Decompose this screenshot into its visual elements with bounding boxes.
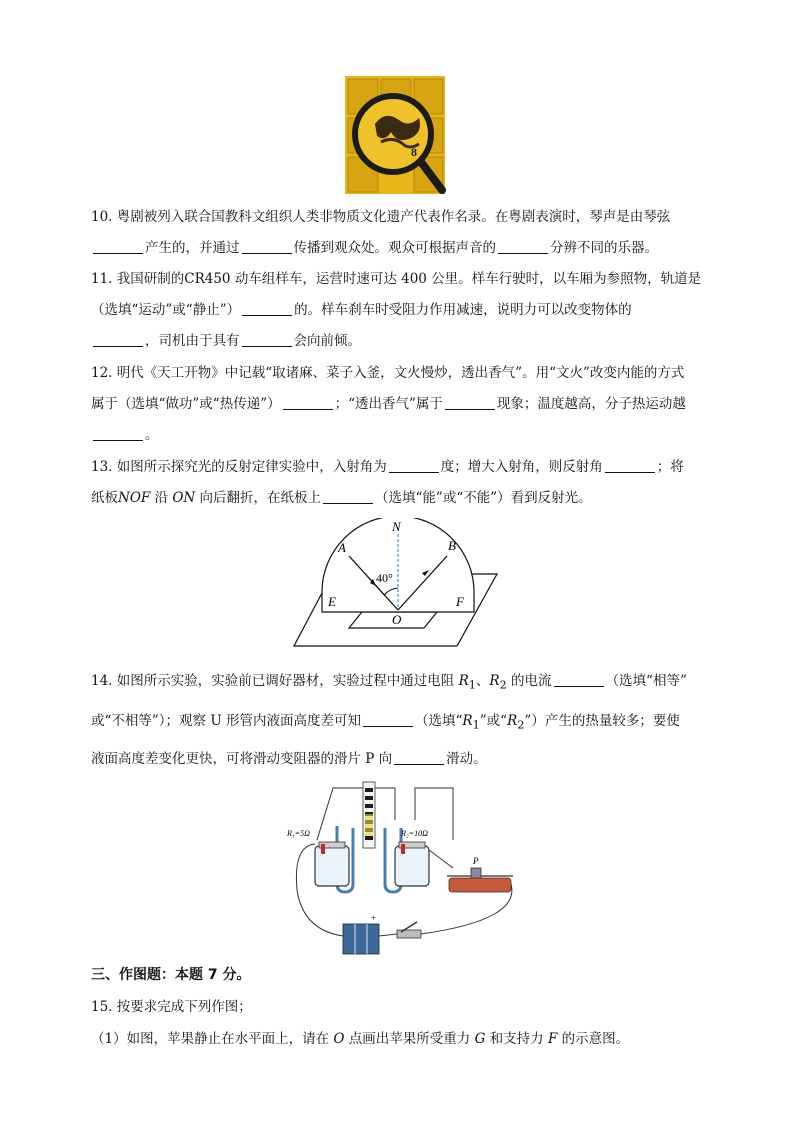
answer-blank[interactable] xyxy=(498,241,548,254)
label-b: B xyxy=(448,538,456,553)
q15-line-1: 15. 按要求完成下列作图； xyxy=(91,999,252,1015)
answer-blank[interactable] xyxy=(242,303,292,316)
answer-blank[interactable] xyxy=(283,397,333,410)
q13-line-2: 纸板NOF 沿 ON 向后翻折，在纸板上 （选填“能”或“不能”）看到反射光。 xyxy=(91,490,592,506)
answer-blank[interactable] xyxy=(389,460,439,473)
joule-heating-circuit-figure xyxy=(285,780,525,958)
answer-blank[interactable] xyxy=(93,428,143,441)
q14-line-2: 或“不相等”）；观察 U 形管内液面高度差可知 （选填“$R_1$”或“$R_2$”）产生的热量较多；要使 xyxy=(91,713,680,732)
label-r1: R₁=5Ω xyxy=(287,829,310,838)
q14-line-3: 液面高度差变化更快，可将滑动变阻器的滑片 P 向 滑动。 xyxy=(91,751,487,767)
light-reflection-figure xyxy=(292,518,502,650)
answer-blank[interactable] xyxy=(394,752,444,765)
label-angle: 40° xyxy=(376,571,393,585)
answer-blank[interactable] xyxy=(323,491,373,504)
label-n: N xyxy=(392,519,401,534)
q12-line-2: 属于（选填“做功”或“热传递”） ；“透出香气”属于 现象；温度越高，分子热运动越 xyxy=(91,396,686,412)
q14-line-1: 14. 如图所示实验，实验前已调好器材，实验过程中通过电阻 $R_1$、$R_2$ 的电流 （选填“相等” xyxy=(91,673,687,692)
stamp-magnifier-figure xyxy=(345,76,447,196)
stamp-value: 8 xyxy=(411,145,417,159)
q10-line-2: 产生的，并通过 传播到观众处。观众可根据声音的 分辨不同的乐器。 xyxy=(91,239,658,257)
label-e: E xyxy=(328,594,336,609)
section-heading: 三、作图题：本题 7 分。 xyxy=(91,967,251,983)
label-plus: + xyxy=(371,913,377,923)
label-o: O xyxy=(392,612,402,627)
label-p: P xyxy=(473,856,479,866)
q12-line-3: 。 xyxy=(91,426,159,444)
answer-blank[interactable] xyxy=(93,334,143,347)
answer-blank[interactable] xyxy=(93,241,143,254)
q11-line-3: ，司机由于具有 会向前倾。 xyxy=(91,332,361,350)
answer-blank[interactable] xyxy=(554,674,604,687)
q13-line-1: 13. 如图所示探究光的反射定律实验中，入射角为 度；增大入射角，则反射角 ；将 xyxy=(91,459,684,475)
answer-blank[interactable] xyxy=(445,397,495,410)
answer-blank[interactable] xyxy=(605,460,655,473)
q11-line-2: （选填“运动”或“静止”） 的。样车刹车时受阻力作用减速，说明力可以改变物体的 xyxy=(91,302,632,318)
answer-blank[interactable] xyxy=(363,714,413,727)
q12-line-1: 12. 明代《天工开物》中记载“取诸麻、菜子入釜，文火慢炒，透出香气”。用“文火”改变内能的方式 xyxy=(91,365,685,381)
label-f: F xyxy=(456,594,464,609)
label-a: A xyxy=(338,540,346,555)
answer-blank[interactable] xyxy=(242,241,292,254)
answer-blank[interactable] xyxy=(242,334,292,347)
q15-line-2: （1）如图，苹果静止在水平面上，请在 O 点画出苹果所受重力 G 和支持力 F 的示意图。 xyxy=(91,1031,630,1047)
label-r2: R₂=10Ω xyxy=(401,829,428,838)
q11-line-1: 11. 我国研制的CR450 动车组样车，运营时速可达 400 公里。样车行驶时，以车厢为参照物，轨道是 xyxy=(91,271,702,287)
q10-line-1: 10. 粤剧被列入联合国教科文组织人类非物质文化遗产代表作名录。在粤剧表演时，琴声是由琴弦 xyxy=(91,209,671,225)
